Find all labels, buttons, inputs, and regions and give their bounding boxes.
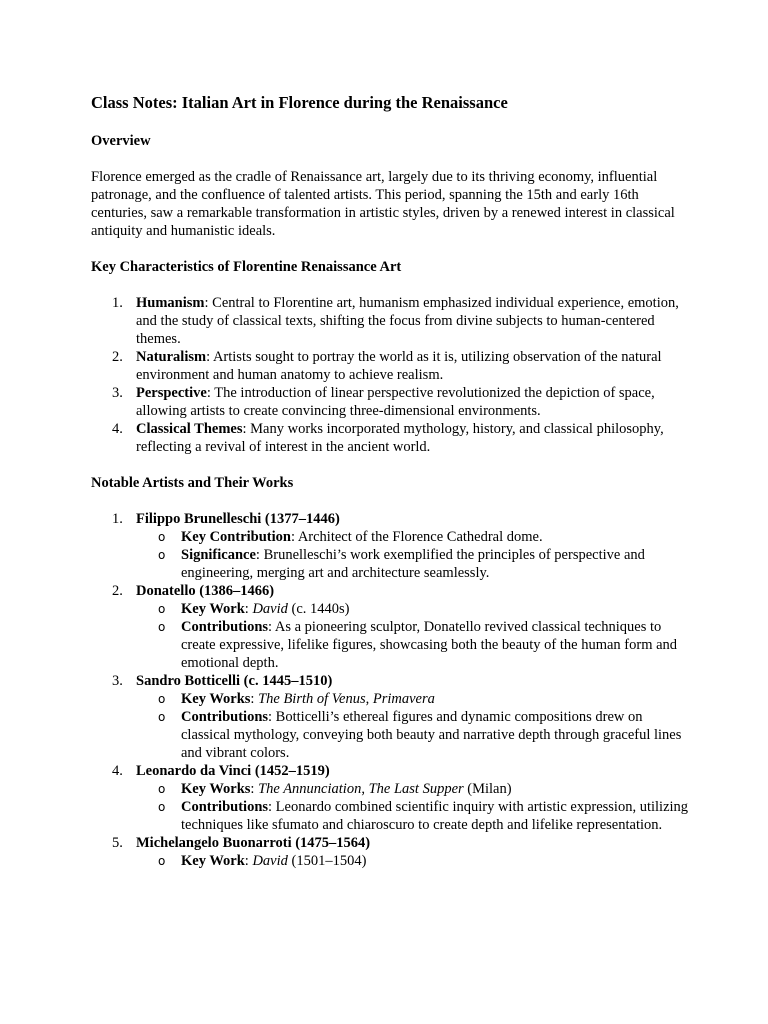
term-label: Naturalism <box>136 349 207 365</box>
term-description: : Many works incorporated mythology, history, and classical philosophy, reflecting a revival of interest in the ancient world. <box>136 421 664 455</box>
detail-text: : Leonardo combined scientific inquiry with artistic expression, utilizing techniques like sfumato and chiaroscuro to create depth and lifelike representation. <box>181 799 689 833</box>
detail-text: : As a pioneering sculptor, Donatello revived classical techniques to create expressive, lifelike figures, showcasing both the beauty of the human form and emotional depth. <box>181 619 678 671</box>
list-item-classical-themes <box>91 420 691 456</box>
list-number: 3. <box>112 673 123 689</box>
detail-text: : Brunelleschi’s work exemplified the principles of perspective and engineering, merging art and architecture seamlessly. <box>181 547 645 581</box>
detail-text: (c. 1440s) <box>287 601 350 617</box>
artists-list <box>91 510 691 870</box>
detail-term: Key Work <box>181 853 245 869</box>
list-number: 2. <box>112 349 123 365</box>
list-number: 4. <box>112 763 123 779</box>
work-title: The Birth of Venus <box>258 691 366 707</box>
term-label: Perspective <box>136 385 207 401</box>
detail-term: Contributions <box>181 709 269 725</box>
bullet-marker: o <box>158 530 166 544</box>
bullet-marker: o <box>158 854 166 868</box>
overview-heading: Overview <box>91 133 151 149</box>
artist-details <box>136 600 691 672</box>
bullet-marker: o <box>158 692 166 706</box>
list-number: 2. <box>112 583 123 599</box>
detail-text: (Milan) <box>463 781 512 797</box>
artist-item-botticelli <box>91 672 691 762</box>
page-title: Class Notes: Italian Art in Florence during the Renaissance <box>91 93 508 112</box>
bullet-marker: o <box>158 620 166 634</box>
artist-details <box>136 852 691 870</box>
overview-paragraph: Florence emerged as the cradle of Renaissance art, largely due to its thriving economy, influential patronage, and the confluence of talented artists. This period, spanning the 15th and early 16th centuries, saw a remarkable transformation in artistic styles, driven by a renewed interest in classical antiquity and humanistic ideals. <box>91 169 675 239</box>
document-body <box>91 92 691 888</box>
term-label: Classical Themes <box>136 421 243 437</box>
list-number: 4. <box>112 421 123 437</box>
detail-term: Key Works <box>181 691 251 707</box>
detail-item <box>136 618 691 672</box>
detail-item <box>136 852 691 870</box>
detail-term: Contributions <box>181 619 269 635</box>
detail-item <box>136 528 691 546</box>
detail-separator: , <box>365 691 373 707</box>
detail-separator: : <box>244 601 253 617</box>
artist-details <box>136 690 691 762</box>
bullet-marker: o <box>158 548 166 562</box>
bullet-marker: o <box>158 710 166 724</box>
artist-name: Sandro Botticelli (c. 1445–1510) <box>136 673 333 689</box>
detail-text: : Botticelli’s ethereal figures and dynamic compositions drew on classical mythology, conveying both beauty and narrative depth through graceful lines and vibrant colors. <box>181 709 682 761</box>
artist-details <box>136 780 691 834</box>
list-number: 3. <box>112 385 123 401</box>
artist-name: Leonardo da Vinci (1452–1519) <box>136 763 330 779</box>
work-title: Primavera <box>372 691 435 707</box>
list-item-perspective <box>91 384 691 420</box>
bullet-marker: o <box>158 602 166 616</box>
detail-term: Key Works <box>181 781 251 797</box>
term-description: : Artists sought to portray the world as it is, utilizing observation of the natural environment and human anatomy to achieve realism. <box>136 349 662 383</box>
artist-details <box>136 528 691 582</box>
detail-term: Significance <box>181 547 256 563</box>
detail-separator: : <box>250 691 259 707</box>
bullet-marker: o <box>158 800 166 814</box>
artist-item-leonardo <box>91 762 691 834</box>
artist-item-brunelleschi <box>91 510 691 582</box>
term-label: Humanism <box>136 295 205 311</box>
detail-term: Key Work <box>181 601 245 617</box>
work-title: The Annunciation <box>258 781 362 797</box>
list-number: 1. <box>112 511 123 527</box>
characteristics-list <box>91 294 691 456</box>
artists-heading: Notable Artists and Their Works <box>91 475 294 491</box>
term-description: : The introduction of linear perspective revolutionized the depiction of space, allowing artists to create convincing three-dimensional environments. <box>136 385 655 419</box>
list-number: 5. <box>112 835 123 851</box>
artist-item-donatello <box>91 582 691 672</box>
detail-item <box>136 798 691 834</box>
list-number: 1. <box>112 295 123 311</box>
artist-name: Donatello (1386–1466) <box>136 583 275 599</box>
work-title: David <box>252 601 288 617</box>
detail-separator: , <box>361 781 369 797</box>
artist-name: Michelangelo Buonarroti (1475–1564) <box>136 835 371 851</box>
term-description: : Central to Florentine art, humanism emphasized individual experience, emotion, and the study of classical texts, shifting the focus from divine subjects to human-centered themes. <box>136 295 679 347</box>
bullet-marker: o <box>158 782 166 796</box>
detail-item <box>136 690 691 708</box>
detail-item <box>136 708 691 762</box>
artist-item-michelangelo <box>91 834 691 870</box>
detail-text: : Architect of the Florence Cathedral dome. <box>290 529 543 545</box>
work-title: The Last Supper <box>368 781 464 797</box>
detail-term: Key Contribution <box>181 529 291 545</box>
detail-term: Contributions <box>181 799 269 815</box>
detail-text: (1501–1504) <box>287 853 367 869</box>
detail-item <box>136 780 691 798</box>
list-item-humanism <box>91 294 691 348</box>
characteristics-heading: Key Characteristics of Florentine Renaissance Art <box>91 259 402 275</box>
detail-separator: : <box>244 853 253 869</box>
detail-item <box>136 546 691 582</box>
detail-item <box>136 600 691 618</box>
work-title: David <box>252 853 288 869</box>
detail-separator: : <box>250 781 259 797</box>
artist-name: Filippo Brunelleschi (1377–1446) <box>136 511 340 527</box>
list-item-naturalism <box>91 348 691 384</box>
